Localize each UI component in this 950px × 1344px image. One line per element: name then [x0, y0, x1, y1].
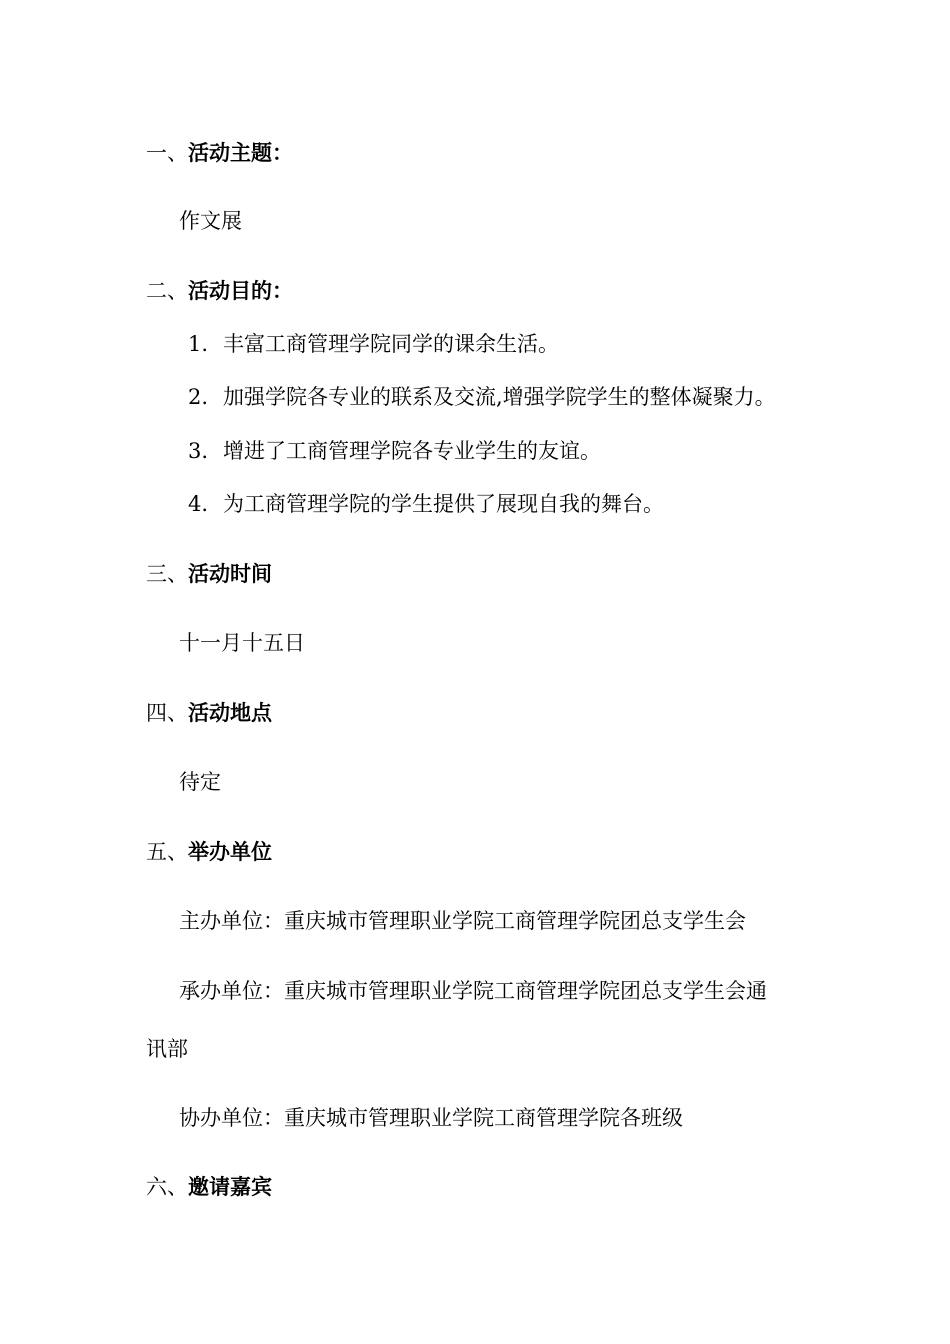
- section-number: 一、: [146, 141, 188, 165]
- list-item: [188, 490, 664, 518]
- list-item: [188, 330, 559, 358]
- section-title: 活动目的：: [188, 278, 293, 303]
- section-title: 活动主题：: [188, 140, 293, 165]
- theme-text: 作文展: [179, 209, 242, 233]
- host-unit-text: 主办单位：重庆城市管理职业学院工商管理学院团总支学生会: [179, 909, 746, 933]
- list-item-number: 3.: [188, 439, 209, 463]
- location-text: 待定: [179, 770, 221, 794]
- section-title: 邀请嘉宾: [188, 1174, 272, 1199]
- organizer-unit-text-continued: 讯部: [146, 1037, 188, 1061]
- section-number: 三、: [146, 562, 188, 586]
- list-item-number: 1.: [188, 332, 209, 356]
- section-number: 六、: [146, 1175, 188, 1199]
- section-heading-theme: [146, 139, 293, 167]
- section-number: 四、: [146, 701, 188, 725]
- section-heading-guests: [146, 1173, 272, 1201]
- section-number: 二、: [146, 279, 188, 303]
- list-item: [188, 437, 601, 465]
- section-number: 五、: [146, 840, 188, 864]
- section-heading-purpose: [146, 277, 293, 305]
- list-item-text: 丰富工商管理学院同学的课余生活。: [223, 332, 559, 356]
- organizer-unit-text: 承办单位：重庆城市管理职业学院工商管理学院团总支学生会通: [179, 979, 767, 1003]
- list-item-text: 增进了工商管理学院各专业学生的友谊。: [223, 439, 601, 463]
- list-item-number: 4.: [188, 492, 209, 516]
- list-item-number: 2.: [188, 385, 209, 409]
- section-heading-time: [146, 560, 272, 588]
- co-organizer-unit-text: 协办单位：重庆城市管理职业学院工商管理学院各班级: [179, 1106, 683, 1130]
- list-item: [188, 383, 776, 411]
- section-heading-units: [146, 838, 272, 866]
- section-title: 举办单位: [188, 839, 272, 864]
- section-title: 活动地点: [188, 700, 272, 725]
- list-item-text: 为工商管理学院的学生提供了展现自我的舞台。: [223, 492, 664, 516]
- section-heading-location: [146, 699, 272, 727]
- list-item-text: 加强学院各专业的联系及交流,增强学院学生的整体凝聚力。: [223, 385, 776, 409]
- time-text: 十一月十五日: [179, 631, 305, 655]
- section-title: 活动时间: [188, 561, 272, 586]
